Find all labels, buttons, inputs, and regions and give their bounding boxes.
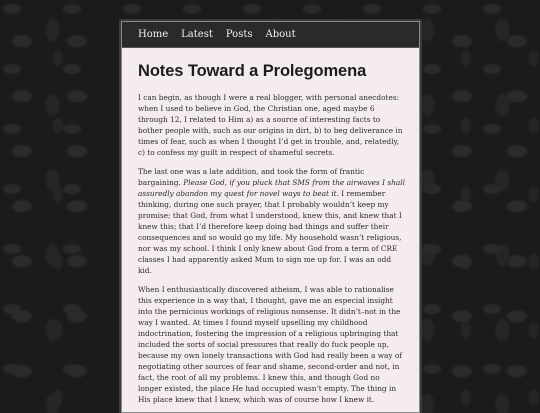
nav-link-latest[interactable]: Latest	[181, 29, 213, 40]
post-article	[122, 48, 419, 406]
post-paragraph-2	[138, 166, 406, 277]
nav-link-about[interactable]: About	[265, 29, 296, 40]
top-navigation	[122, 22, 419, 48]
nav-link-posts[interactable]: Posts	[225, 29, 253, 40]
paragraph-2-start: The last one was a late addition, and took the form of frantic bargaining.	[138, 166, 365, 187]
post-paragraph-1: I can begin, as though I were a real blogger, with personal anecdotes: when I used to believe in God, the Christian one, aged maybe 6 through 12, I related to Him a) as a source of interesting facts to bother people with, such as our origins in dirt, b) to beg deliverance in times of fear, such as when I thought I’d get in trouble, and, relatedly, c) to confess my guilt in respect of shameful secrets.	[138, 93, 403, 158]
nav-link-home[interactable]: Home	[138, 29, 169, 40]
post-title: Notes Toward a Prolegomena	[138, 62, 367, 80]
paragraph-2-end: I remember thinking, during one such prayer, that I probably wouldn’t keep my promise; that God, from what I understood, knew this, and knew that I knew this; that I’d therefore keep doing bad things and suffer their consequences and so would go my life. My household wasn’t religious, nor was my school. I think I only knew about God from a term of CRE classes I had apparently asked Mum to sign me up for. I was an odd kid.	[138, 188, 402, 276]
post-paragraph-3: When I enthusiastically discovered atheism, I was able to rationalise this experience in a way that, I thought, gave me an especial insight into the pernicious workings of religious nonsense. It didn’t–not in the way I wanted. At times I found myself upselling my childhood indoctrination, fostering the impression of a religious upbringing that included the sorts of social pressures that really do fuck people up, because my own lonely transactions with God had really been a way of negotiating other sources of fear and shame, second-order and not, in fact, the root of all my problems. I knew this, and though God no longer existed, the place He had occupied wasn’t empty. The thing in His place knew that I knew, which was of course how I knew it.	[138, 284, 402, 405]
page-container	[121, 21, 420, 413]
paragraph-2-italic: Please God, if you pluck that SMS from the airwaves I shall assuredly abandon my quest for novel ways to beat it.	[138, 177, 405, 198]
